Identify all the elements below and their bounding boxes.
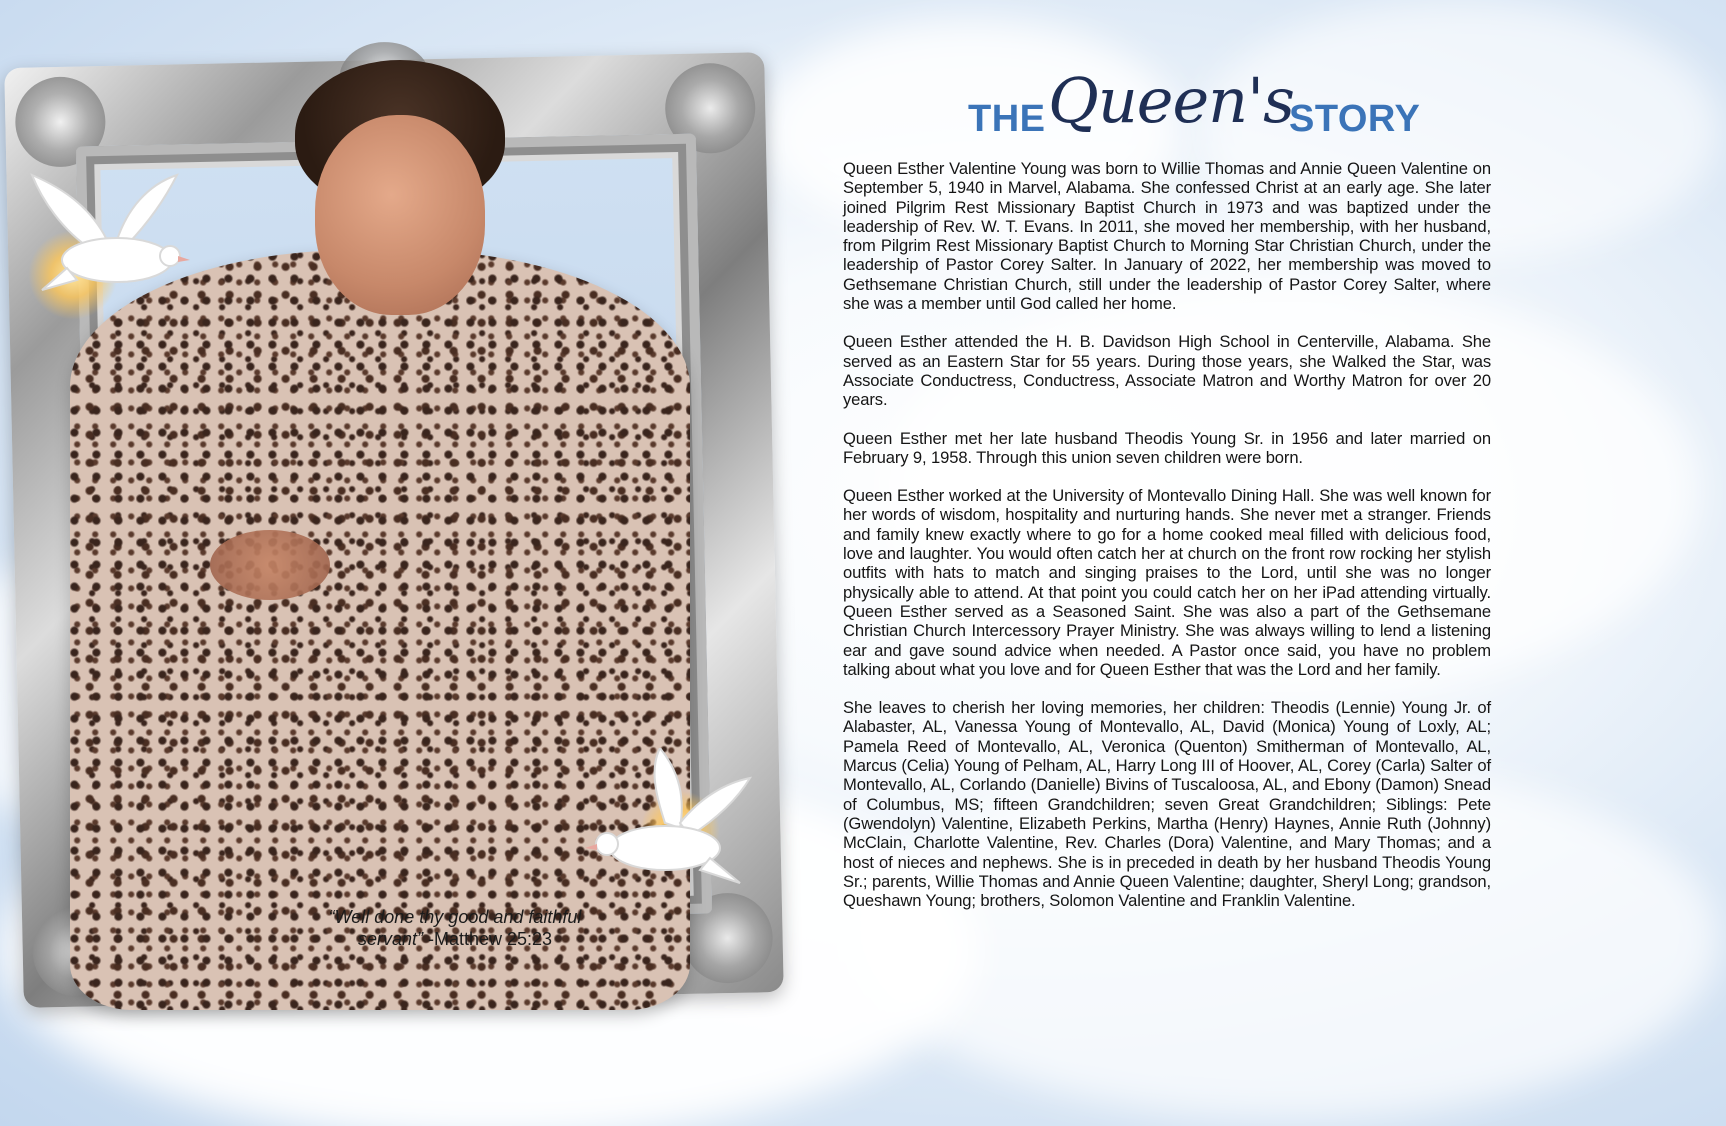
- title-the: THE: [968, 98, 1046, 140]
- story-paragraph: Queen Esther Valentine Young was born to Willie Thomas and Annie Queen Valentine on September 5, 1940 in Marvel, Alabama. She confessed Christ at an early age. She later joined Pilgrim Rest Missionary Baptist Church in 1973 and was baptized under the leadership of Rev. W. T. Evans. In 2011, she moved her membership, with her husband, from Pilgrim Rest Missionary Baptist Church to Morning Star Christian Church, under the leadership of Pastor Corey Salter. In January of 2022, her membership was moved to Gethsemane Christian Church, still under the leadership of Pastor Corey Salter, where she was a member until God called her home.: [843, 159, 1491, 314]
- quote-reference: -Matthew 25:23: [427, 929, 553, 949]
- story-paragraph: Queen Esther met her late husband Theodis Young Sr. in 1956 and later married on February 9, 1958. Through this union seven children were born.: [843, 428, 1491, 467]
- dove-icon: [22, 170, 192, 310]
- bible-verse-caption: [300, 906, 610, 950]
- dove-icon: [585, 748, 755, 888]
- title-story: STORY: [1289, 98, 1421, 140]
- title-queens-script: Queen's: [1048, 64, 1294, 137]
- story-paragraph: She leaves to cherish her loving memories, her children: Theodis (Lennie) Young Jr. of Alabaster, AL, Vanessa Young of Montevallo, AL, David (Monica) Young of Loxly, AL; Pamela Reed of Montevallo, AL, Veronica (Quenton) Smitherman of Montevallo, AL, Marcus (Celia) Young of Pelham, AL, Harry Long III of Hoover, AL, Corey (Carla) Salter of Montevallo, AL, Corlando (Danielle) Bivins of Tuscaloosa, AL, and Ebony (Damon) Snead of Columbus, MS; fifteen Grandchildren; seven Great Grandchildren; Siblings: Pete (Gwendolyn) Valentine, Elizabeth Perkins, Martha (Henry) Haynes, Annie Ruth (Johnny) McClain, Charlotte Valentine, Rev. Charles (Dora) Valentine, and Mary Thomas; and a host of nieces and nephews. She is in preceded in death by her husband Theodis Young Sr.; parents, Willie Thomas and Annie Queen Valentine; daughter, Sheryl Long; grandson, Queshawn Young; brothers, Solomon Valentine and Franklin Valentine.: [843, 698, 1491, 911]
- page-title: [968, 64, 1421, 154]
- quote-text: “Well done thy good and faithful servant”: [328, 907, 582, 949]
- obituary-story: [843, 159, 1491, 929]
- portrait-hand: [210, 530, 330, 600]
- leopard-print-dress: [70, 250, 690, 1010]
- portrait-face: [315, 115, 485, 315]
- story-paragraph: Queen Esther worked at the University of Montevallo Dining Hall. She was well known for her words of wisdom, hospitality and nurturing hands. She never met a stranger. Friends and family knew exactly where to go for a home cooked meal filled with delicious food, love and laughter. You would often catch her at church on the front row rocking her stylish outfits with hats to match and singing praises to the Lord, until she was no longer physically able to attend. At that point you could catch her on her iPad attending virtually. Queen Esther served as a Seasoned Saint. She was also a part of the Gethsemane Christian Church Intercessory Prayer Ministry. She was always willing to lend a listening ear and gave sound advice when needed. A Pastor once said, you have no problem talking about what you love and for Queen Esther that was the Lord and her family.: [843, 486, 1491, 679]
- story-paragraph: Queen Esther attended the H. B. Davidson High School in Centerville, Alabama. She served as an Eastern Star for 55 years. During those years, she Walked the Star, was Associate Conductress, Conductress, Associate Matron and Worthy Matron for over 20 years.: [843, 332, 1491, 410]
